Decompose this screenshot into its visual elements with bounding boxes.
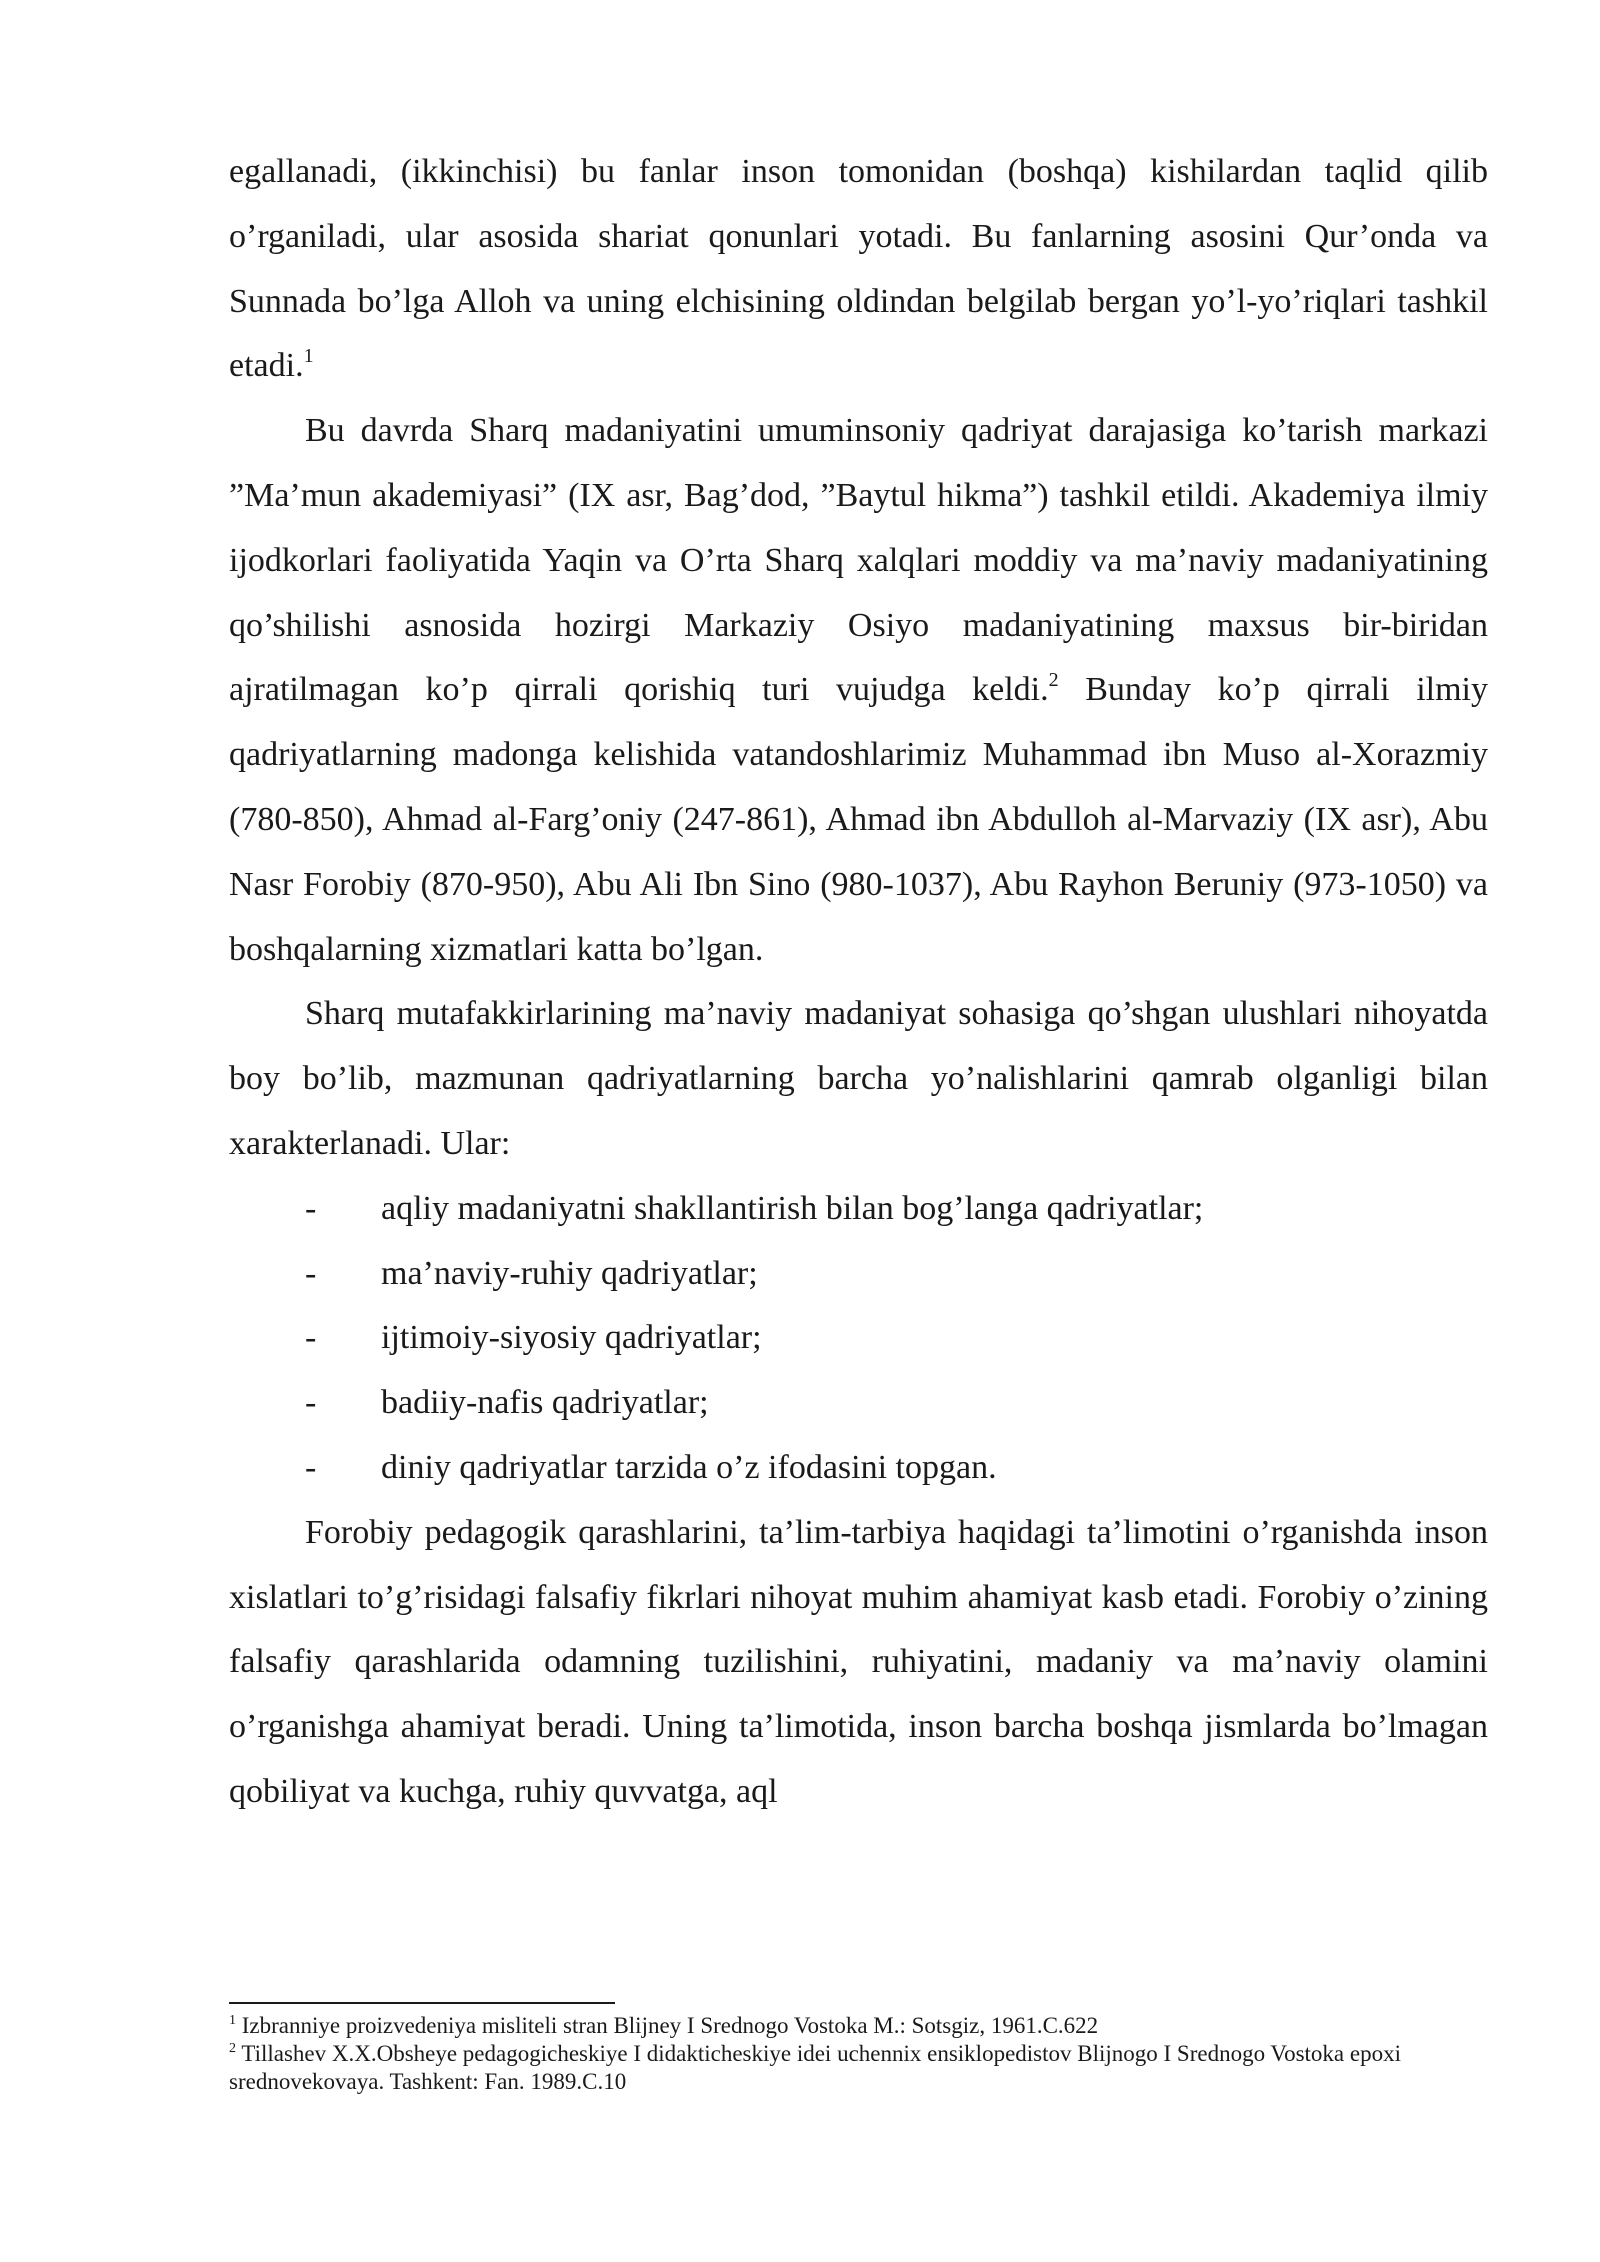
list-marker: - (305, 1319, 317, 1357)
list-marker: - (305, 1448, 317, 1486)
list-marker: - (305, 1254, 317, 1292)
list-marker: - (305, 1384, 317, 1422)
list-item (229, 1306, 1488, 1371)
footnote-ref-1[interactable]: 1 (303, 345, 314, 368)
footnotes-section (229, 2002, 1488, 2096)
paragraph-3: Sharq mutafakkirlarining ma’naviy madaniyat sohasiga qo’shgan ulushlari nihoyatda boy bo’lib, mazmunan qadriyatlarning barcha yo’nalishlarini qamrab olganligi bilan xarakterlanadi. Ular: (229, 995, 1488, 1162)
paragraph-4: Forobiy pedagogik qarashlarini, ta’lim-tarbiya haqidagi ta’limotini o’rganishda inson xislatlari to’g’risidagi falsafiy fikrlari nihoyat muhim ahamiyat kasb etadi. Forobiy o’zining falsafiy qarashlarida odamning tuzilishini, ruhiyatini, madaniy va ma’naviy olamini o’rganishga ahamiyat beradi. Uning ta’limotida, inson barcha boshqa jismlarda bo’lmagan qobiliyat va kuchga, ruhiy quvvatga, aql (229, 1513, 1488, 1810)
values-list (229, 1177, 1488, 1501)
footnote-separator (229, 2002, 615, 2004)
footnote-number: 1 (229, 2013, 236, 2028)
footnote-text: Izbranniye proizvedeniya misliteli stran Blijney I Srednogo Vostoka M.: Sotsgiz, 1961.C.622 (236, 2013, 1099, 2038)
list-item-text: ijtimoiy-siyosiy qadriyatlar; (381, 1319, 762, 1357)
footnote-ref-2[interactable]: 2 (1048, 669, 1059, 692)
list-item (229, 1177, 1488, 1242)
paragraph-1-text: egallanadi, (ikkinchisi) bu fanlar inson tomonidan (boshqa) kishilardan taqlid qilib o’rganiladi, ular asosida shariat qonunlari yotadi. Bu fanlarning asosini Qur’onda va Sunnada bo’lga Alloh va uning elchisining oldindan belgilab bergan yo’l-yo’riqlari tashkil etadi. (229, 153, 1488, 385)
paragraph-2-text-after: Bunday ko’p qirrali ilmiy qadriyatlarning madonga kelishida vatandoshlarimiz Muhammad ibn Muso al-Xorazmiy (780-850), Ahmad al-Farg’oniy (247-861), Ahmad ibn Abdulloh al-Marvaziy (IX asr), Abu Nasr Forobiy (870-950), Abu Ali Ibn Sino (980-1037), Abu Rayhon Beruniy (973-1050) va boshqalarning xizmatlari katta bo’lgan. (229, 671, 1488, 968)
footnote-text: Tillashev X.X.Obsheye pedagogicheskiye I didakticheskiye idei uchennix ensiklopedistov Blijnogo I Srednogo Vostoka epoxi srednovekovaya. Tashkent: Fan. 1989.C.10 (229, 2041, 1401, 2094)
document-body (229, 140, 1488, 1825)
list-item-text: aqliy madaniyatni shakllantirish bilan bog’langa qadriyatlar; (381, 1189, 1204, 1227)
list-item-text: badiiy-nafis qadriyatlar; (381, 1384, 709, 1422)
paragraph-2 (229, 399, 1488, 982)
list-item (229, 1242, 1488, 1307)
paragraph-2-text-before: Bu davrda Sharq madaniyatini umuminsoniy qadriyat darajasiga ko’tarish markazi ”Ma’mun akademiyasi” (IX asr, Bag’dod, ”Baytul hikma”) tashkil etildi. Akademiya ilmiy ijodkorlari faoliyatida Yaqin va O’rta Sharq xalqlari moddiy va ma’naviy madaniyatining qo’shilishi asnosida hozirgi Markaziy Osiyo madaniyatining maxsus bir-biridan ajratilmagan ko’p qirrali qorishiq turi vujudga keldi. (229, 412, 1488, 709)
footnote-1 (229, 2012, 1488, 2040)
footnote-number: 2 (229, 2041, 236, 2056)
list-item (229, 1371, 1488, 1436)
list-marker: - (305, 1189, 317, 1227)
footnote-2 (229, 2040, 1488, 2096)
list-item-text: diniy qadriyatlar tarzida o’z ifodasini topgan. (381, 1448, 997, 1486)
paragraph-1 (229, 140, 1488, 399)
list-item-text: ma’naviy-ruhiy qadriyatlar; (381, 1254, 758, 1292)
list-item (229, 1436, 1488, 1501)
